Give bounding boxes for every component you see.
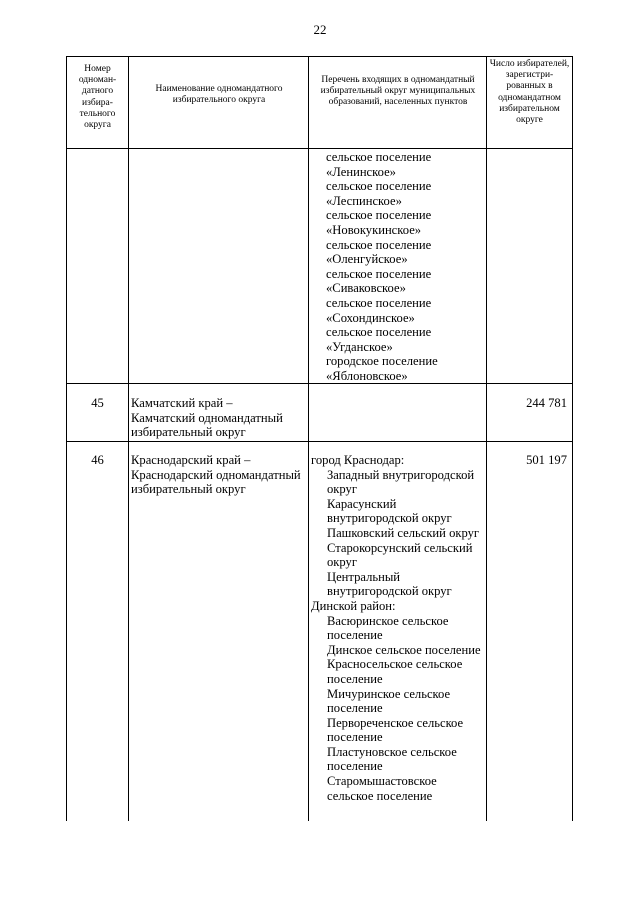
name-line: избирательный округ: [131, 482, 246, 497]
list-item: «Сиваковское»: [326, 281, 406, 296]
list-item: Карасунский: [327, 496, 397, 511]
header-list: Перечень входящих в одномандатный избирательный округ муниципальных образований, населенных пунктов: [320, 75, 476, 108]
row-name: [131, 396, 307, 440]
row-voters: 501 197: [526, 453, 567, 467]
list-item: поселение: [327, 730, 383, 745]
list-item: сельское поселение: [327, 788, 433, 803]
list-item: сельское поселение: [326, 150, 432, 164]
list-item: поселение: [327, 701, 383, 716]
table-border-left: [66, 56, 67, 821]
list-item: Центральный: [327, 569, 401, 584]
list-item: «Оленгуйское»: [326, 252, 408, 267]
name-line: избирательный округ: [131, 425, 246, 440]
table-border-right: [572, 56, 573, 821]
list-item: сельское поселение: [326, 266, 432, 281]
row-number: 45: [91, 396, 104, 410]
list-item: поселение: [327, 628, 383, 643]
list-item: сельское поселение: [326, 295, 432, 310]
list-item: округ: [327, 555, 358, 570]
list-item: Мичуринское сельское: [327, 686, 451, 701]
list-item: город Краснодар:: [311, 453, 405, 467]
row-name: [131, 453, 307, 497]
continued-list: [326, 150, 486, 384]
header-divider: [66, 148, 573, 149]
list-item: Васюринское сельское: [327, 613, 449, 628]
list-item: «Ленинское»: [326, 164, 396, 179]
list-item: Красносельское сельское: [327, 657, 463, 672]
row-voters: 244 781: [526, 396, 567, 410]
row-number: 46: [91, 453, 104, 467]
list-item: сельское поселение: [326, 325, 432, 340]
list-item: внутригородской округ: [327, 584, 452, 599]
column-divider: [128, 56, 129, 821]
list-item: поселение: [327, 759, 383, 774]
list-item: внутригородской округ: [327, 511, 452, 526]
row-divider: [66, 383, 573, 384]
list-item: Динской район:: [311, 598, 396, 613]
list-item: поселение: [327, 671, 383, 686]
row-list: [311, 453, 486, 803]
list-item: «Угданское»: [326, 339, 393, 354]
name-line: Краснодарский край –: [131, 453, 251, 467]
list-item: Старомышастовское: [327, 774, 437, 789]
list-item: сельское поселение: [326, 237, 432, 252]
column-divider: [486, 56, 487, 821]
table-border-top: [66, 56, 573, 57]
list-item: Старокорсунский сельский: [327, 540, 473, 555]
list-item: «Леспинское»: [326, 193, 402, 208]
list-item: Западный внутригородской: [327, 467, 475, 482]
name-line: Краснодарский одномандатный: [131, 467, 301, 482]
list-item: «Сохондинское»: [326, 310, 415, 325]
page-number: 22: [313, 22, 327, 37]
list-item: «Новокукинское»: [326, 222, 422, 237]
list-item: округ: [327, 482, 358, 497]
list-item: Пашковский сельский округ: [327, 525, 480, 540]
list-item: Динское сельское поселение: [327, 642, 481, 657]
list-item: «Яблоновское»: [326, 368, 408, 383]
list-item: сельское поселение: [326, 208, 432, 223]
list-item: Первореченское сельское: [327, 715, 464, 730]
column-divider: [308, 56, 309, 821]
name-line: Камчатский одномандатный: [131, 410, 283, 425]
header-number: Номер одноман-датного избира-тельного округа: [78, 64, 117, 131]
list-item: Пластуновское сельское: [327, 744, 457, 759]
header-voters: Число избирателей, зарегистри-рованных в одномандатном избирательном округе: [489, 59, 570, 126]
list-item: сельское поселение: [326, 179, 432, 194]
row-divider: [66, 441, 573, 442]
list-item: городское поселение: [326, 354, 438, 369]
name-line: Камчатский край –: [131, 396, 233, 410]
header-name: Наименование одномандатного избирательного округа: [155, 84, 283, 106]
